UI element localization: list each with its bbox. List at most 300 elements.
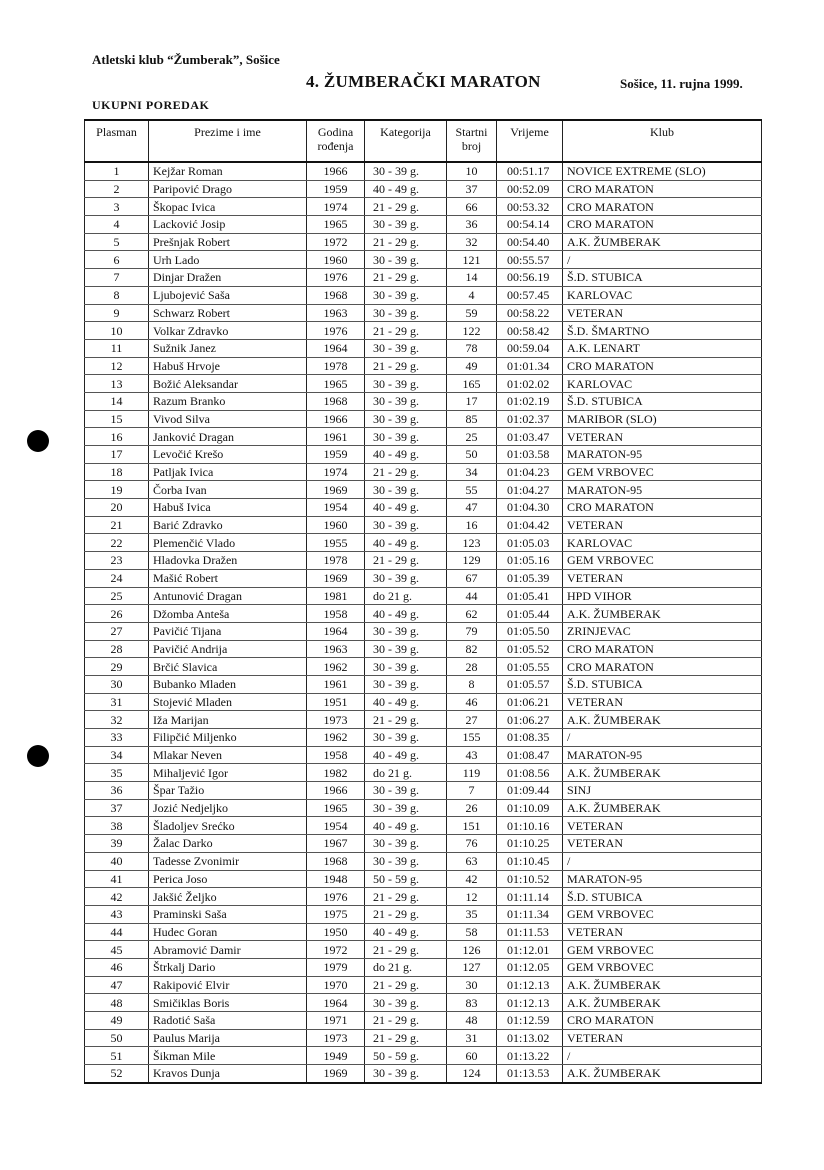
cell-bib: 122 [447,322,497,340]
cell-club: A.K. ŽUMBERAK [563,605,762,623]
cell-club: GEM VRBOVEC [563,463,762,481]
cell-time: 01:11.34 [497,905,563,923]
table-row [85,888,762,906]
table-row [85,322,762,340]
cell-club: MARATON-95 [563,446,762,464]
cell-name: Ljubojević Saša [149,286,307,304]
cell-plasman: 39 [85,835,149,853]
cell-category: 30 - 39 g. [365,799,447,817]
cell-name: Mlakar Neven [149,746,307,764]
cell-name: Čorba Ivan [149,481,307,499]
cell-birth-year: 1948 [307,870,365,888]
cell-name: Habuš Hrvoje [149,357,307,375]
cell-birth-year: 1981 [307,587,365,605]
cell-name: Praminski Saša [149,905,307,923]
cell-time: 01:05.16 [497,552,563,570]
cell-plasman: 30 [85,675,149,693]
cell-birth-year: 1966 [307,162,365,180]
cell-birth-year: 1969 [307,569,365,587]
cell-bib: 26 [447,799,497,817]
cell-club: VETERAN [563,835,762,853]
cell-plasman: 10 [85,322,149,340]
cell-birth-year: 1972 [307,233,365,251]
table-row [85,905,762,923]
cell-birth-year: 1965 [307,216,365,234]
event-date: Sošice, 11. rujna 1999. [620,76,743,91]
cell-bib: 58 [447,923,497,941]
cell-bib: 129 [447,552,497,570]
cell-name: Lacković Josip [149,216,307,234]
cell-time: 01:02.37 [497,410,563,428]
cell-club: KARLOVAC [563,286,762,304]
cell-club: Š.D. STUBICA [563,888,762,906]
cell-category: 21 - 29 g. [365,1029,447,1047]
cell-birth-year: 1951 [307,693,365,711]
cell-name: Vivod Silva [149,410,307,428]
cell-plasman: 48 [85,994,149,1012]
table-row [85,162,762,180]
table-row [85,286,762,304]
cell-category: 30 - 39 g. [365,481,447,499]
cell-time: 01:12.05 [497,958,563,976]
cell-plasman: 49 [85,1012,149,1030]
cell-birth-year: 1960 [307,251,365,269]
cell-category: 30 - 39 g. [365,640,447,658]
cell-plasman: 14 [85,392,149,410]
cell-bib: 124 [447,1065,497,1083]
table-row [85,746,762,764]
cell-club: GEM VRBOVEC [563,552,762,570]
cell-bib: 46 [447,693,497,711]
cell-bib: 12 [447,888,497,906]
cell-plasman: 27 [85,622,149,640]
cell-club: ZRINJEVAC [563,622,762,640]
cell-plasman: 36 [85,782,149,800]
cell-bib: 126 [447,941,497,959]
cell-plasman: 2 [85,180,149,198]
cell-birth-year: 1966 [307,410,365,428]
cell-birth-year: 1969 [307,1065,365,1083]
column-header-birth-year: Godina rođenja [307,120,365,162]
table-row [85,339,762,357]
cell-name: Urh Lado [149,251,307,269]
cell-club: GEM VRBOVEC [563,905,762,923]
cell-time: 00:56.19 [497,269,563,287]
cell-category: 50 - 59 g. [365,870,447,888]
cell-name: Paripović Drago [149,180,307,198]
cell-category: 40 - 49 g. [365,534,447,552]
cell-plasman: 15 [85,410,149,428]
cell-name: Tadesse Zvonimir [149,852,307,870]
cell-name: Šikman Mile [149,1047,307,1065]
cell-bib: 47 [447,499,497,517]
cell-time: 01:05.39 [497,569,563,587]
cell-bib: 28 [447,658,497,676]
cell-name: Hudec Goran [149,923,307,941]
cell-bib: 151 [447,817,497,835]
cell-plasman: 52 [85,1065,149,1083]
table-row [85,552,762,570]
cell-category: 30 - 39 g. [365,782,447,800]
cell-plasman: 40 [85,852,149,870]
cell-club: VETERAN [563,1029,762,1047]
cell-club: CRO MARATON [563,180,762,198]
cell-name: Džomba Anteša [149,605,307,623]
cell-time: 01:05.44 [497,605,563,623]
cell-birth-year: 1965 [307,799,365,817]
cell-category: 30 - 39 g. [365,410,447,428]
cell-birth-year: 1958 [307,605,365,623]
cell-bib: 37 [447,180,497,198]
cell-category: 30 - 39 g. [365,339,447,357]
cell-name: Pavičić Tijana [149,622,307,640]
cell-name: Janković Dragan [149,428,307,446]
cell-club: MARIBOR (SLO) [563,410,762,428]
cell-name: Dinjar Dražen [149,269,307,287]
cell-birth-year: 1974 [307,198,365,216]
cell-birth-year: 1959 [307,446,365,464]
cell-time: 01:13.53 [497,1065,563,1083]
cell-name: Kravos Dunja [149,1065,307,1083]
cell-bib: 82 [447,640,497,658]
table-row [85,446,762,464]
cell-club: CRO MARATON [563,1012,762,1030]
cell-plasman: 12 [85,357,149,375]
cell-club: VETERAN [563,923,762,941]
cell-category: 30 - 39 g. [365,428,447,446]
cell-category: do 21 g. [365,958,447,976]
cell-club: A.K. ŽUMBERAK [563,994,762,1012]
cell-category: 40 - 49 g. [365,817,447,835]
cell-birth-year: 1979 [307,958,365,976]
cell-name: Kejžar Roman [149,162,307,180]
cell-bib: 35 [447,905,497,923]
table-row [85,216,762,234]
page-title: 4. ŽUMBERAČKI MARATON [306,72,541,91]
cell-category: 30 - 39 g. [365,162,447,180]
cell-plasman: 24 [85,569,149,587]
cell-bib: 62 [447,605,497,623]
table-row [85,923,762,941]
cell-club: Š.D. ŠMARTNO [563,322,762,340]
punch-hole-icon [27,430,49,452]
cell-category: 30 - 39 g. [365,622,447,640]
cell-club: A.K. LENART [563,339,762,357]
cell-time: 01:10.25 [497,835,563,853]
table-row [85,251,762,269]
cell-club: CRO MARATON [563,499,762,517]
cell-plasman: 7 [85,269,149,287]
column-header-category: Kategorija [365,120,447,162]
cell-club: / [563,729,762,747]
cell-category: 40 - 49 g. [365,746,447,764]
table-row [85,729,762,747]
cell-birth-year: 1964 [307,994,365,1012]
cell-bib: 27 [447,711,497,729]
cell-time: 01:04.23 [497,463,563,481]
cell-bib: 66 [447,198,497,216]
cell-bib: 10 [447,162,497,180]
cell-plasman: 3 [85,198,149,216]
table-row [85,499,762,517]
cell-bib: 31 [447,1029,497,1047]
cell-bib: 55 [447,481,497,499]
cell-category: 30 - 39 g. [365,392,447,410]
cell-time: 01:10.09 [497,799,563,817]
cell-bib: 59 [447,304,497,322]
cell-time: 01:13.22 [497,1047,563,1065]
cell-time: 00:53.32 [497,198,563,216]
cell-category: 30 - 39 g. [365,569,447,587]
cell-plasman: 42 [85,888,149,906]
cell-time: 01:02.02 [497,375,563,393]
cell-category: 30 - 39 g. [365,675,447,693]
table-row [85,622,762,640]
cell-birth-year: 1969 [307,481,365,499]
cell-name: Jakšić Željko [149,888,307,906]
cell-bib: 34 [447,463,497,481]
cell-name: Habuš Ivica [149,499,307,517]
cell-plasman: 44 [85,923,149,941]
cell-bib: 17 [447,392,497,410]
cell-category: 21 - 29 g. [365,198,447,216]
cell-bib: 36 [447,216,497,234]
cell-time: 01:05.03 [497,534,563,552]
cell-category: 21 - 29 g. [365,357,447,375]
cell-name: Mihaljević Igor [149,764,307,782]
cell-plasman: 20 [85,499,149,517]
cell-plasman: 23 [85,552,149,570]
column-header-time: Vrijeme [497,120,563,162]
cell-time: 01:05.52 [497,640,563,658]
cell-category: 21 - 29 g. [365,552,447,570]
cell-name: Hladovka Dražen [149,552,307,570]
table-row [85,640,762,658]
results-body [85,162,762,1083]
cell-name: Schwarz Robert [149,304,307,322]
cell-category: 30 - 39 g. [365,375,447,393]
cell-bib: 155 [447,729,497,747]
cell-plasman: 18 [85,463,149,481]
table-row [85,976,762,994]
cell-birth-year: 1960 [307,516,365,534]
cell-category: 30 - 39 g. [365,516,447,534]
cell-category: 21 - 29 g. [365,269,447,287]
cell-time: 01:04.30 [497,499,563,517]
cell-name: Štrkalj Dario [149,958,307,976]
cell-time: 01:10.52 [497,870,563,888]
cell-birth-year: 1976 [307,269,365,287]
table-row [85,1029,762,1047]
cell-plasman: 28 [85,640,149,658]
cell-name: Smičiklas Boris [149,994,307,1012]
cell-plasman: 50 [85,1029,149,1047]
cell-time: 00:52.09 [497,180,563,198]
cell-club: VETERAN [563,304,762,322]
cell-plasman: 25 [85,587,149,605]
cell-birth-year: 1968 [307,392,365,410]
cell-plasman: 21 [85,516,149,534]
cell-bib: 14 [447,269,497,287]
cell-time: 01:04.42 [497,516,563,534]
cell-birth-year: 1962 [307,658,365,676]
cell-bib: 44 [447,587,497,605]
results-subtitle: UKUPNI POREDAK [92,98,210,112]
cell-name: Patljak Ivica [149,463,307,481]
table-row [85,852,762,870]
cell-birth-year: 1961 [307,428,365,446]
cell-club: MARATON-95 [563,481,762,499]
cell-category: 21 - 29 g. [365,905,447,923]
cell-club: CRO MARATON [563,658,762,676]
cell-bib: 42 [447,870,497,888]
cell-club: A.K. ŽUMBERAK [563,976,762,994]
cell-birth-year: 1982 [307,764,365,782]
cell-birth-year: 1949 [307,1047,365,1065]
cell-time: 01:08.56 [497,764,563,782]
cell-plasman: 4 [85,216,149,234]
cell-category: 21 - 29 g. [365,322,447,340]
table-row [85,233,762,251]
cell-time: 01:08.35 [497,729,563,747]
cell-plasman: 43 [85,905,149,923]
cell-time: 00:55.57 [497,251,563,269]
cell-birth-year: 1959 [307,180,365,198]
cell-time: 01:05.55 [497,658,563,676]
cell-category: 30 - 39 g. [365,994,447,1012]
cell-name: Brčić Slavica [149,658,307,676]
cell-birth-year: 1966 [307,782,365,800]
cell-category: 50 - 59 g. [365,1047,447,1065]
cell-name: Špar Tažio [149,782,307,800]
table-row [85,392,762,410]
table-row [85,198,762,216]
cell-plasman: 51 [85,1047,149,1065]
cell-bib: 78 [447,339,497,357]
cell-time: 00:59.04 [497,339,563,357]
cell-plasman: 45 [85,941,149,959]
cell-birth-year: 1962 [307,729,365,747]
cell-club: VETERAN [563,516,762,534]
table-row [85,675,762,693]
cell-plasman: 47 [85,976,149,994]
cell-bib: 79 [447,622,497,640]
cell-plasman: 26 [85,605,149,623]
cell-bib: 63 [447,852,497,870]
cell-plasman: 13 [85,375,149,393]
cell-time: 00:57.45 [497,286,563,304]
cell-plasman: 1 [85,162,149,180]
cell-birth-year: 1971 [307,1012,365,1030]
cell-name: Paulus Marija [149,1029,307,1047]
cell-birth-year: 1961 [307,675,365,693]
cell-plasman: 6 [85,251,149,269]
cell-club: / [563,1047,762,1065]
cell-club: A.K. ŽUMBERAK [563,799,762,817]
cell-time: 01:05.57 [497,675,563,693]
cell-bib: 43 [447,746,497,764]
cell-club: A.K. ŽUMBERAK [563,711,762,729]
cell-name: Antunović Dragan [149,587,307,605]
cell-time: 01:06.27 [497,711,563,729]
cell-time: 01:11.53 [497,923,563,941]
cell-club: VETERAN [563,817,762,835]
cell-plasman: 31 [85,693,149,711]
cell-name: Radotić Saša [149,1012,307,1030]
cell-plasman: 16 [85,428,149,446]
cell-time: 00:58.22 [497,304,563,322]
cell-club: CRO MARATON [563,357,762,375]
cell-category: 21 - 29 g. [365,976,447,994]
cell-name: Rakipović Elvir [149,976,307,994]
cell-category: 30 - 39 g. [365,658,447,676]
cell-plasman: 9 [85,304,149,322]
cell-name: Iža Marijan [149,711,307,729]
cell-birth-year: 1976 [307,888,365,906]
table-row [85,534,762,552]
cell-birth-year: 1964 [307,622,365,640]
cell-club: / [563,852,762,870]
cell-name: Barić Zdravko [149,516,307,534]
cell-category: 30 - 39 g. [365,835,447,853]
table-header-row [85,120,762,162]
cell-category: 40 - 49 g. [365,446,447,464]
cell-name: Razum Branko [149,392,307,410]
cell-time: 01:12.13 [497,994,563,1012]
cell-club: / [563,251,762,269]
cell-birth-year: 1963 [307,304,365,322]
cell-time: 01:08.47 [497,746,563,764]
cell-time: 01:03.47 [497,428,563,446]
cell-birth-year: 1954 [307,499,365,517]
cell-plasman: 32 [85,711,149,729]
cell-birth-year: 1968 [307,852,365,870]
table-row [85,799,762,817]
table-row [85,1012,762,1030]
cell-time: 00:54.14 [497,216,563,234]
cell-name: Levočić Krešo [149,446,307,464]
table-row [85,711,762,729]
cell-club: KARLOVAC [563,375,762,393]
cell-plasman: 35 [85,764,149,782]
cell-club: VETERAN [563,693,762,711]
cell-category: 21 - 29 g. [365,711,447,729]
cell-time: 01:05.41 [497,587,563,605]
cell-club: SINJ [563,782,762,800]
cell-time: 01:01.34 [497,357,563,375]
table-row [85,304,762,322]
cell-name: Prešnjak Robert [149,233,307,251]
cell-birth-year: 1972 [307,941,365,959]
cell-name: Volkar Zdravko [149,322,307,340]
table-row [85,994,762,1012]
cell-club: CRO MARATON [563,198,762,216]
cell-bib: 30 [447,976,497,994]
cell-plasman: 19 [85,481,149,499]
cell-category: 30 - 39 g. [365,216,447,234]
table-row [85,870,762,888]
cell-bib: 7 [447,782,497,800]
cell-name: Stojević Mladen [149,693,307,711]
cell-bib: 32 [447,233,497,251]
cell-category: 21 - 29 g. [365,888,447,906]
table-row [85,1065,762,1083]
table-row [85,269,762,287]
cell-time: 01:05.50 [497,622,563,640]
cell-club: Š.D. STUBICA [563,269,762,287]
cell-club: VETERAN [563,569,762,587]
table-row [85,782,762,800]
